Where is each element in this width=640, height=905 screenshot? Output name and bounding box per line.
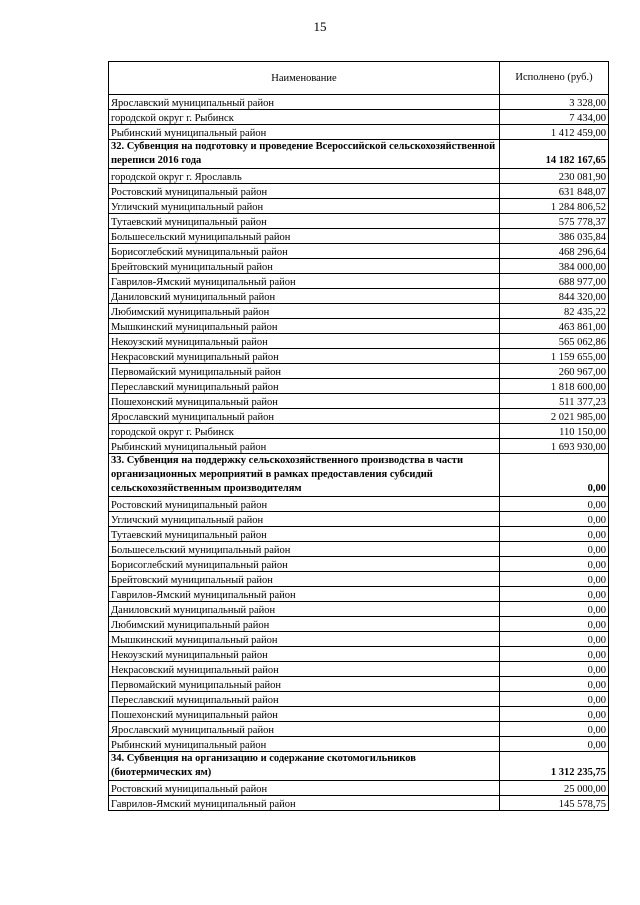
table-row: [109, 364, 609, 379]
row-value: 145 578,75: [500, 796, 609, 811]
row-value: 230 081,90: [500, 169, 609, 184]
table-row: [109, 692, 609, 707]
section-row: [109, 454, 609, 497]
row-value: 631 848,07: [500, 184, 609, 199]
table-row: [109, 244, 609, 259]
row-name: городской округ г. Рыбинск: [109, 424, 500, 439]
row-name: Ростовский муниципальный район: [109, 497, 500, 512]
row-name: Гаврилов-Ямский муниципальный район: [109, 796, 500, 811]
section-row: [109, 752, 609, 781]
table-row: [109, 722, 609, 737]
table-row: [109, 781, 609, 796]
row-value: 565 062,86: [500, 334, 609, 349]
row-name: Гаврилов-Ямский муниципальный район: [109, 274, 500, 289]
table-row: [109, 304, 609, 319]
table-row: [109, 662, 609, 677]
table-row: [109, 424, 609, 439]
table-row: [109, 796, 609, 811]
row-name: Некоузский муниципальный район: [109, 647, 500, 662]
row-name: Пошехонский муниципальный район: [109, 707, 500, 722]
table-row: [109, 572, 609, 587]
row-value: 0,00: [500, 497, 609, 512]
row-value: 0,00: [500, 617, 609, 632]
row-name: Даниловский муниципальный район: [109, 289, 500, 304]
table-row: [109, 707, 609, 722]
row-value: 0,00: [500, 587, 609, 602]
row-name: Угличский муниципальный район: [109, 512, 500, 527]
row-value: 1 412 459,00: [500, 125, 609, 140]
table-row: [109, 214, 609, 229]
row-value: 384 000,00: [500, 259, 609, 274]
row-value: 0,00: [500, 722, 609, 737]
table-row: [109, 319, 609, 334]
column-header-name: Наименование: [109, 62, 500, 95]
table-row: [109, 557, 609, 572]
row-value: 82 435,22: [500, 304, 609, 319]
row-name: Рыбинский муниципальный район: [109, 439, 500, 454]
table-row: [109, 349, 609, 364]
row-name: Переславский муниципальный район: [109, 379, 500, 394]
section-total: 1 312 235,75: [500, 752, 609, 781]
row-value: 0,00: [500, 677, 609, 692]
row-value: 2 021 985,00: [500, 409, 609, 424]
row-value: 575 778,37: [500, 214, 609, 229]
row-name: Брейтовский муниципальный район: [109, 572, 500, 587]
row-name: Некрасовский муниципальный район: [109, 349, 500, 364]
table-row: [109, 379, 609, 394]
row-value: 463 861,00: [500, 319, 609, 334]
row-value: 0,00: [500, 602, 609, 617]
table-row: [109, 527, 609, 542]
row-value: 1 159 655,00: [500, 349, 609, 364]
table-row: [109, 632, 609, 647]
row-value: 0,00: [500, 542, 609, 557]
section-title: 33. Субвенция на поддержку сельскохозяйственного производства в части организационных мероприятий в рамках предоставления субсидий сельскохозяйственным производителям: [109, 454, 500, 497]
section-title: 32. Субвенция на подготовку и проведение Всероссийской сельскохозяйственной переписи 2016 года: [109, 140, 500, 169]
table-row: [109, 274, 609, 289]
row-value: 1 818 600,00: [500, 379, 609, 394]
row-name: Даниловский муниципальный район: [109, 602, 500, 617]
table-row: [109, 647, 609, 662]
row-name: Ростовский муниципальный район: [109, 781, 500, 796]
table-row: [109, 542, 609, 557]
table-row: [109, 602, 609, 617]
row-name: Первомайский муниципальный район: [109, 677, 500, 692]
row-value: 110 150,00: [500, 424, 609, 439]
row-value: 386 035,84: [500, 229, 609, 244]
row-value: 3 328,00: [500, 95, 609, 110]
row-name: Пошехонский муниципальный район: [109, 394, 500, 409]
table-row: [109, 439, 609, 454]
column-header-value: Исполнено (руб.): [500, 62, 609, 95]
row-value: 688 977,00: [500, 274, 609, 289]
table-row: [109, 512, 609, 527]
table-row: [109, 587, 609, 602]
row-name: Мышкинский муниципальный район: [109, 319, 500, 334]
row-value: 0,00: [500, 527, 609, 542]
row-name: Борисоглебский муниципальный район: [109, 557, 500, 572]
row-name: Рыбинский муниципальный район: [109, 737, 500, 752]
row-value: 0,00: [500, 692, 609, 707]
row-name: Мышкинский муниципальный район: [109, 632, 500, 647]
row-name: Ростовский муниципальный район: [109, 184, 500, 199]
row-name: городской округ г. Рыбинск: [109, 110, 500, 125]
row-value: 0,00: [500, 557, 609, 572]
row-name: Некрасовский муниципальный район: [109, 662, 500, 677]
row-value: 0,00: [500, 647, 609, 662]
section-title: 34. Субвенция на организацию и содержание скотомогильников (биотермических ям): [109, 752, 500, 781]
row-name: Некоузский муниципальный район: [109, 334, 500, 349]
table-row: [109, 169, 609, 184]
row-value: 0,00: [500, 572, 609, 587]
table-row: [109, 289, 609, 304]
table-row: [109, 199, 609, 214]
table-row: [109, 110, 609, 125]
row-value: 511 377,23: [500, 394, 609, 409]
table-row: [109, 409, 609, 424]
row-value: 468 296,64: [500, 244, 609, 259]
row-name: Тутаевский муниципальный район: [109, 214, 500, 229]
row-name: Угличский муниципальный район: [109, 199, 500, 214]
table-row: [109, 677, 609, 692]
row-name: Брейтовский муниципальный район: [109, 259, 500, 274]
row-value: 260 967,00: [500, 364, 609, 379]
row-name: Любимский муниципальный район: [109, 617, 500, 632]
row-value: 0,00: [500, 707, 609, 722]
table-row: [109, 184, 609, 199]
table-body: [109, 95, 609, 811]
row-value: 1 284 806,52: [500, 199, 609, 214]
section-row: [109, 140, 609, 169]
table-row: [109, 617, 609, 632]
row-name: Большесельский муниципальный район: [109, 229, 500, 244]
row-name: Переславский муниципальный район: [109, 692, 500, 707]
section-total: 0,00: [500, 454, 609, 497]
row-name: Рыбинский муниципальный район: [109, 125, 500, 140]
row-value: 0,00: [500, 737, 609, 752]
row-value: 0,00: [500, 512, 609, 527]
table-row: [109, 497, 609, 512]
row-value: 25 000,00: [500, 781, 609, 796]
row-name: Ярославский муниципальный район: [109, 409, 500, 424]
row-name: городской округ г. Ярославль: [109, 169, 500, 184]
row-name: Большесельский муниципальный район: [109, 542, 500, 557]
row-value: 7 434,00: [500, 110, 609, 125]
table-header-row: [109, 62, 609, 95]
row-name: Тутаевский муниципальный район: [109, 527, 500, 542]
execution-table: [108, 61, 609, 811]
row-value: 1 693 930,00: [500, 439, 609, 454]
row-name: Первомайский муниципальный район: [109, 364, 500, 379]
table-row: [109, 125, 609, 140]
table-row: [109, 229, 609, 244]
table-row: [109, 737, 609, 752]
row-name: Любимский муниципальный район: [109, 304, 500, 319]
table-row: [109, 394, 609, 409]
row-name: Борисоглебский муниципальный район: [109, 244, 500, 259]
table-row: [109, 259, 609, 274]
row-name: Гаврилов-Ямский муниципальный район: [109, 587, 500, 602]
row-value: 0,00: [500, 662, 609, 677]
table-row: [109, 95, 609, 110]
row-name: Ярославский муниципальный район: [109, 95, 500, 110]
row-value: 844 320,00: [500, 289, 609, 304]
section-total: 14 182 167,65: [500, 140, 609, 169]
row-name: Ярославский муниципальный район: [109, 722, 500, 737]
page-number: 15: [313, 19, 327, 34]
row-value: 0,00: [500, 632, 609, 647]
table-row: [109, 334, 609, 349]
